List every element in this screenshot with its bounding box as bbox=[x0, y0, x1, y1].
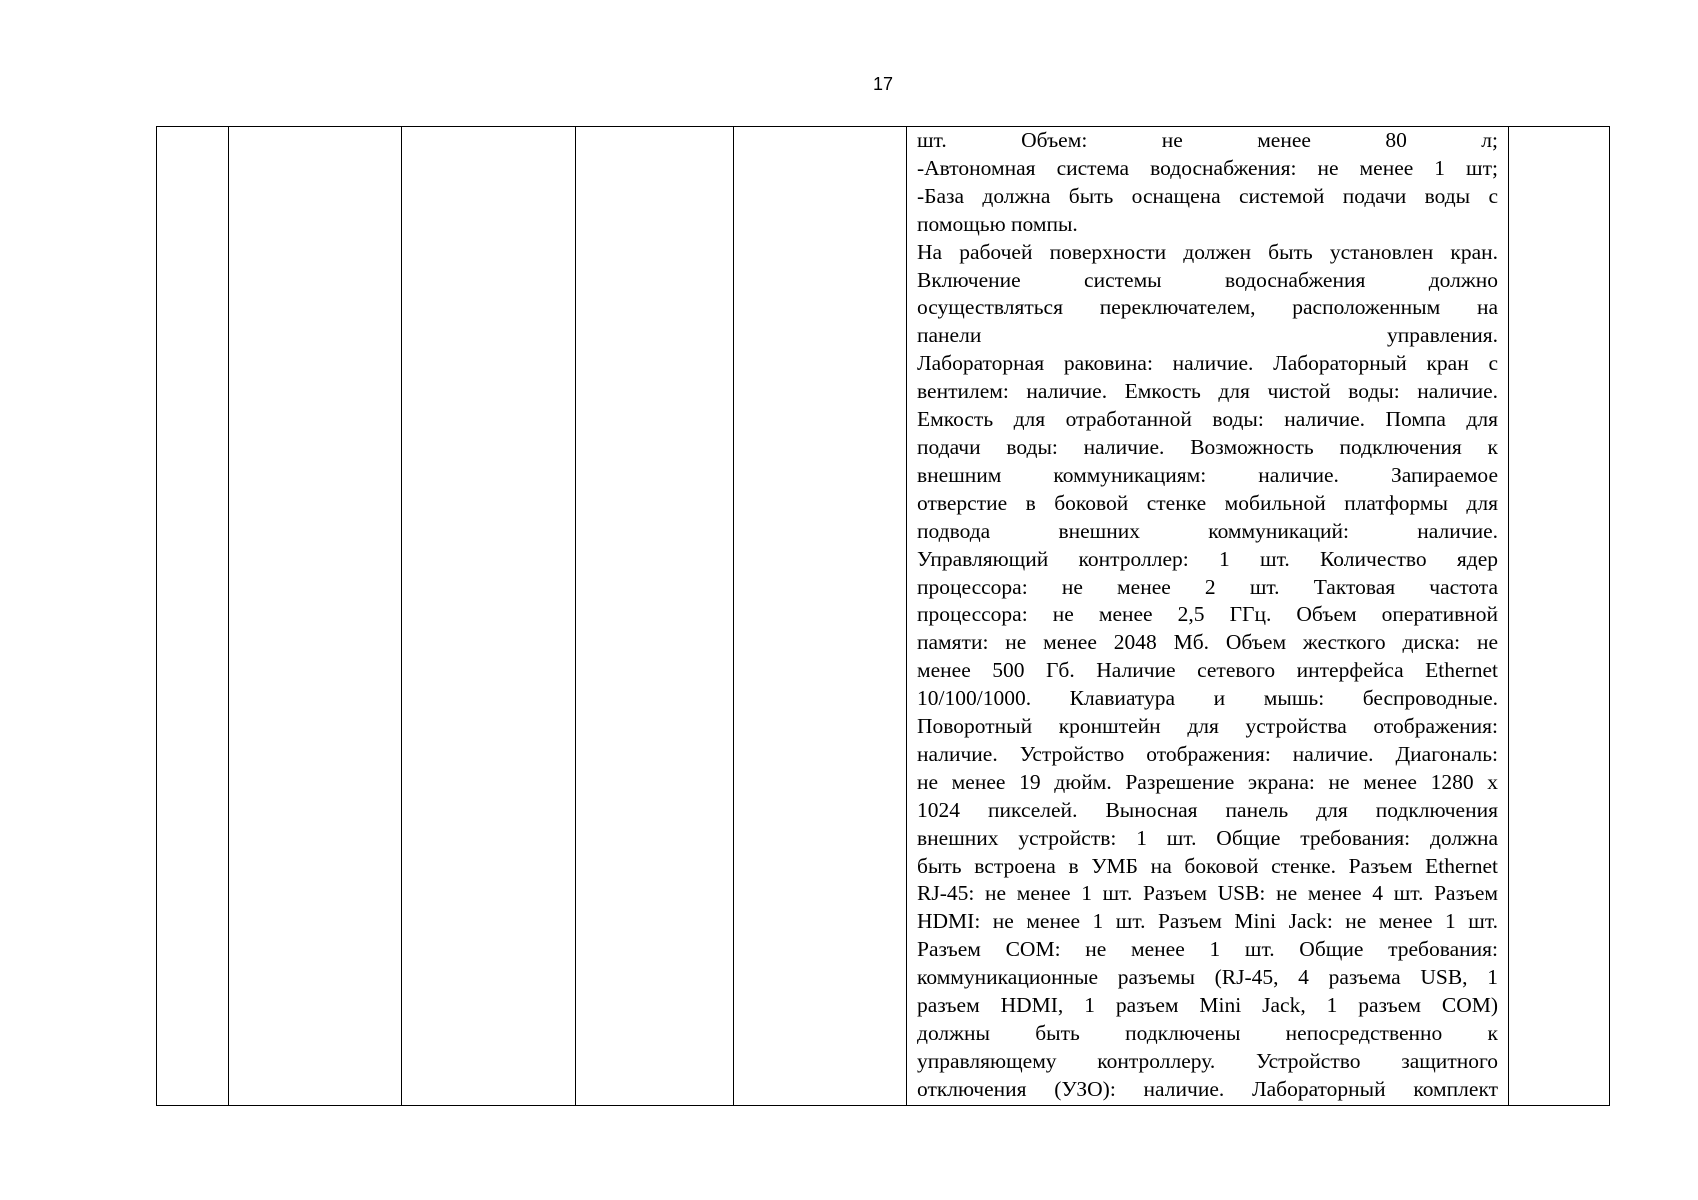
description-line: подвода внешних коммуникаций: наличие. bbox=[917, 518, 1498, 543]
table-cell-column-5 bbox=[734, 127, 907, 1106]
description-line: подачи воды: наличие. Возможность подключения к bbox=[917, 434, 1498, 459]
description-line: Лабораторная раковина: наличие. Лабораторный кран с bbox=[917, 351, 1498, 376]
description-line: процессора: не менее 2 шт. Тактовая частота bbox=[917, 574, 1498, 599]
description-line: шт. Объем: не менее 80 л; bbox=[917, 128, 1498, 152]
specification-table bbox=[156, 126, 1610, 1106]
description-line: вентилем: наличие. Емкость для чистой воды: наличие. bbox=[917, 379, 1498, 404]
description-line: быть встроена в УМБ на боковой стенке. Разъем Ethernet bbox=[917, 853, 1498, 878]
description-line: панели управления. bbox=[917, 323, 1498, 348]
description-line: менее 500 Гб. Наличие сетевого интерфейса Ethernet bbox=[917, 658, 1498, 683]
description-line: внешних устройств: 1 шт. Общие требования: должна bbox=[917, 825, 1498, 850]
description-line: Разъем COM: не менее 1 шт. Общие требования: bbox=[917, 937, 1498, 962]
description-line: RJ-45: не менее 1 шт. Разъем USB: не менее 4 шт. Разъем bbox=[917, 881, 1498, 906]
description-line: -База должна быть оснащена системой подачи воды с bbox=[917, 183, 1498, 208]
description-line: памяти: не менее 2048 Мб. Объем жесткого диска: не bbox=[917, 630, 1498, 655]
description-line: коммуникационные разъемы (RJ-45, 4 разъема USB, 1 bbox=[917, 965, 1498, 990]
table-cell-column-3 bbox=[402, 127, 576, 1106]
description-line: процессора: не менее 2,5 ГГц. Объем оперативной bbox=[917, 602, 1498, 627]
description-line: Управляющий контроллер: 1 шт. Количество ядер bbox=[917, 546, 1498, 571]
description-line: HDMI: не менее 1 шт. Разъем Mini Jack: не менее 1 шт. bbox=[917, 909, 1498, 934]
description-line: разъем HDMI, 1 разъем Mini Jack, 1 разъем COM) bbox=[917, 993, 1498, 1018]
table-cell-column-4 bbox=[576, 127, 734, 1106]
table-cell-number bbox=[157, 127, 229, 1106]
description-line: Емкость для отработанной воды: наличие. Помпа для bbox=[917, 407, 1498, 432]
description-line: Поворотный кронштейн для устройства отображения: bbox=[917, 714, 1498, 739]
description-line: отверстие в боковой стенке мобильной платформы для bbox=[917, 490, 1498, 515]
table-cell-name bbox=[229, 127, 402, 1106]
description-line: Включение системы водоснабжения должно bbox=[917, 267, 1498, 292]
description-line: должны быть подключены непосредственно к bbox=[917, 1021, 1498, 1045]
description-line: внешним коммуникациям: наличие. Запираемое bbox=[917, 462, 1498, 487]
description-line: не менее 19 дюйм. Разрешение экрана: не менее 1280 x bbox=[917, 769, 1498, 794]
table-row bbox=[157, 127, 1610, 1106]
description-line: отключения (УЗО): наличие. Лабораторный комплект bbox=[917, 1076, 1498, 1101]
description-line: управляющему контроллеру. Устройство защитного bbox=[917, 1048, 1498, 1073]
table-cell-description bbox=[907, 127, 1509, 1106]
description-line: осуществляться переключателем, расположенным на bbox=[917, 295, 1498, 320]
description-line: На рабочей поверхности должен быть установлен кран. bbox=[917, 239, 1498, 264]
description-line: -Автономная система водоснабжения: не менее 1 шт; bbox=[917, 155, 1498, 180]
description-line: 10/100/1000. Клавиатура и мышь: беспроводные. bbox=[917, 686, 1498, 711]
description-text bbox=[907, 127, 1508, 1105]
description-line: помощью помпы. bbox=[917, 211, 1078, 236]
description-line: 1024 пикселей. Выносная панель для подключения bbox=[917, 797, 1498, 822]
table-cell-last bbox=[1509, 127, 1610, 1106]
description-line: наличие. Устройство отображения: наличие. Диагональ: bbox=[917, 741, 1498, 766]
page-number: 17 bbox=[872, 74, 894, 94]
